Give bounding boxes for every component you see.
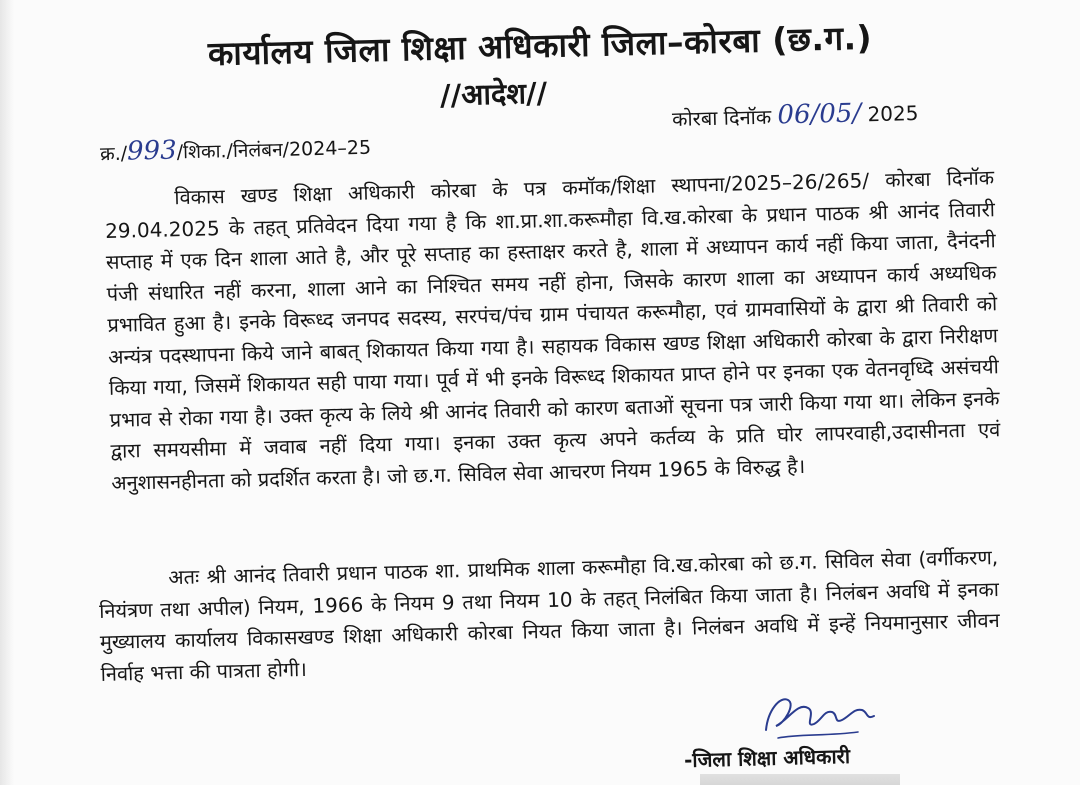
page-edge-shadow <box>0 0 14 785</box>
signatory-designation: -जिला शिक्षा अधिकारी <box>683 743 851 773</box>
designation-text: जिला शिक्षा अधिकारी <box>692 743 851 772</box>
body-paragraph-2: अतः श्री आनंद तिवारी प्रधान पाठक शा. प्राथमिक शाला करूमौहा वि.ख.कोरबा को छ.ग. सिविल सेवा (वर्गीकरण, नियंत्रण तथा अपील) नियम, 1966 के नियम 9 तथा नियम 10 के तहत् निलंबित किया जाता है। निलंबन अवधि में इनका मुख्यालय कार्यालय विकासखण्ड शिक्षा अधिकारी कोरबा नियत किया जाता है। निलंबन अवधि में इन्हें नियमानुसार जीवन निर्वाह भत्ता की पात्रता होगी। <box>98 545 1000 686</box>
cut-off-text-line <box>700 774 900 785</box>
reference-number-line <box>100 131 372 168</box>
handwritten-signature <box>758 690 888 750</box>
date-line <box>672 97 919 133</box>
order-title: //आदेश// <box>439 75 548 113</box>
date-year: 2025 <box>867 100 919 127</box>
handwritten-reference-number: 993 <box>126 135 178 167</box>
office-title: कार्यालय जिला शिक्षा अधिकारी जिला–कोरबा (छ.ग.) <box>207 17 873 74</box>
body-paragraph-1: विकास खण्ड शिक्षा अधिकारी कोरबा के पत्र कमॉक/शिक्षा स्थापना/2025–26/265/ कोरबा दिनॉक 29.04.2025 के तहत् प्रतिवेदन दिया गया है कि शा.प्रा.शा.करूमौहा वि.ख.कोरबा के प्रधान पाठक श्री आनंद तिवारी सप्ताह में एक दिन शाला आते है, और पूरे सप्ताह का हस्ताक्षर करते है, शाला में अध्यापन कार्य नहीं किया जाता, दैनंदनी पंजी संधारित नहीं करना, शाला आने का निश्चित समय नहीं होना, जिसके कारण शाला का अध्यापन कार्य अध्यधिक प्रभावित हुआ है। इनके विरूध्द जनपद सदस्य, सरपंच/पंच ग्राम पंचायत करूमौहा, एवं ग्रामवासियों के द्वारा श्री तिवारी को अन्यंत्र पदस्थापना किये जाने बाबत् शिकायत किया गया है। सहायक विकास खण्ड शिक्षा अधिकारी कोरबा के द्वारा निरीक्षण किया गया, जिसमें शिकायत सही पाया गया। पूर्व में भी इनके विरूध्द शिकायत प्राप्त होने पर इनका एक वेतनवृध्दि असंचयी प्रभाव से रोका गया है। उक्त कृत्य के लिये श्री आनंद तिवारी को कारण बताओं सूचना पत्र जारी किया गया था। लेकिन इनके द्वारा समयसीमा में जवाब नहीं दिया गया। इनका उक्त कृत्य अपने कर्तव्य के प्रति घोर लापरवाही,उदासीनता एवं अनुशासनहीनता को प्रदर्शित करता है। जो छ.ग. सिविल सेवा आचरण नियम 1965 के विरुद्ध है। <box>104 165 1001 495</box>
handwritten-date: 06/05/ <box>777 98 862 131</box>
reference-prefix: क्र./ <box>99 142 128 166</box>
date-prefix: कोरबा दिनॉक <box>671 104 772 132</box>
reference-suffix: /शिका./निलंबन/2024–25 <box>176 136 372 164</box>
